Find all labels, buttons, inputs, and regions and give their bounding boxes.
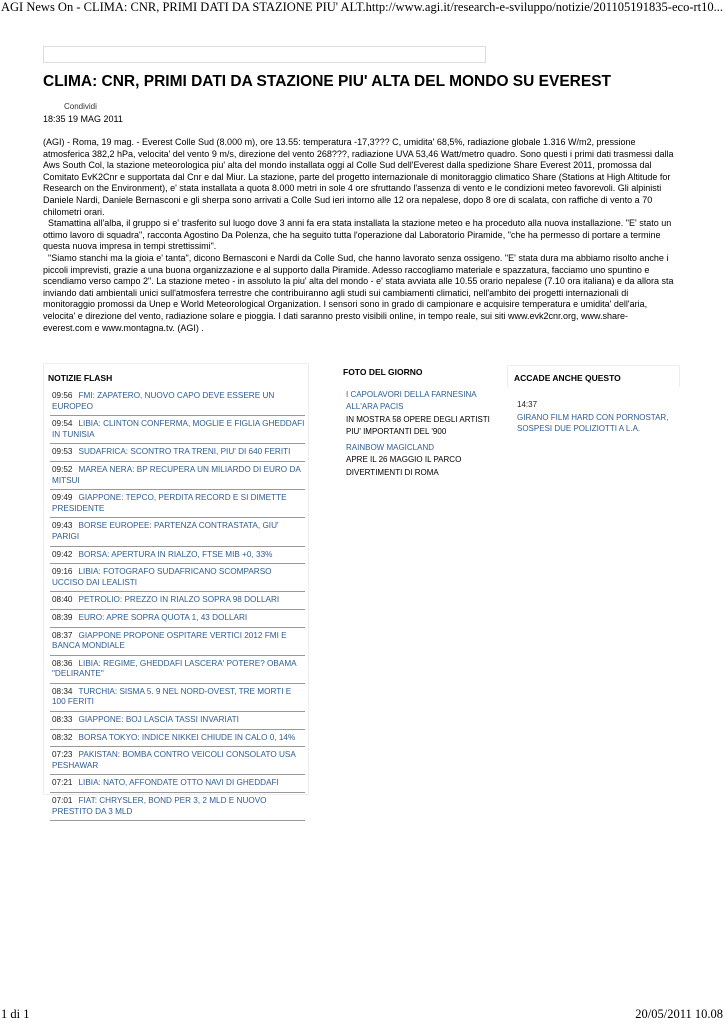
flash-news-link[interactable]: LIBIA: FOTOGRAFO SUDAFRICANO SCOMPARSO UCCISO DAI LEALISTI [52, 567, 272, 587]
notizie-flash-panel [43, 363, 309, 816]
flash-news-time: 08:36 [52, 658, 73, 668]
article-paragraph: (AGI) - Roma, 19 mag. - Everest Colle Sud (8.000 m), ore 13.55: temperatura -17,3??? C, umidita' 68,5%, radiazione globale 1.316 W/m2, pressione atmosferica 382,2 hPa, velocita' del vento 9 m/s, direzione del vento 268???, radiazione UVA 53,46 Watt/metro quadro. Sono questi i primi dati trasmessi dalla Aws South Col, la stazione meteorologica piu' alta del mondo installata oggi al Colle Sud dell'Everest dalla spedizione Share Everest 2011, promossa dal Comitato EvK2Cnr e supportata dal Cnr e dal Miur. La stazione, parte del progetto internazionale di monitoraggio climatico Share (Stations at High Altitude for Research on the Environment), e' stata installata a quota 8.000 metri in sole 4 ore sfruttando l'assenza di vento e le condizioni meteo favorevoli. Gli alpinisti Daniele Nardi, Daniele Bernasconi e gli sherpa sono arrivati a Colle Sud ieri intorno alle 12 ora nepalese, dopo 8 ore di scalata, con raffiche di vento a 70 chilometri orari. [43, 137, 674, 217]
accade-link[interactable]: GIRANO FILM HARD CON PORNOSTAR, SOSPESI DUE POLIZIOTTI A L.A. [517, 413, 669, 433]
accade-time: 14:37 [517, 400, 538, 409]
flash-news-link[interactable]: BORSA: APERTURA IN RIALZO, FTSE MIB +0, 33% [78, 549, 273, 559]
flash-news-item[interactable] [50, 416, 305, 444]
flash-news-time: 09:54 [52, 419, 73, 429]
flash-news-link[interactable]: GIAPPONE: BOJ LASCIA TASSI INVARIATI [78, 715, 239, 725]
article-paragraph: Stamattina all'alba, il gruppo si e' trasferito sul luogo dove 3 anni fa era stata installata la stazione meteo e ha proceduto alla nuova installazione. "E' stato un ottimo lavoro di squadra", racconta Agostino Da Polenza, che ha seguito tutta l'operazione dal Laboratorio Piramide, "che ha permesso di portare a termine questa nuova impresa in tempi strettissimi". [43, 218, 674, 252]
top-banner-placeholder [43, 46, 486, 63]
flash-news-item[interactable] [50, 518, 305, 546]
flash-news-time: 09:43 [52, 521, 73, 531]
flash-news-item[interactable] [50, 592, 305, 610]
flash-news-link[interactable]: PETROLIO: PREZZO IN RIALZO SOPRA 98 DOLLARI [78, 595, 280, 605]
flash-news-link[interactable]: EURO: APRE SOPRA QUOTA 1, 43 DOLLARI [78, 612, 248, 622]
flash-news-time: 09:52 [52, 464, 73, 474]
flash-news-item[interactable] [50, 564, 305, 592]
notizie-flash-list [50, 388, 305, 821]
flash-news-time: 08:40 [52, 595, 73, 605]
foto-del-giorno-list [346, 389, 506, 479]
flash-news-item[interactable] [50, 747, 305, 775]
article-body [43, 137, 675, 334]
flash-news-link[interactable]: BORSA TOKYO: INDICE NIKKEI CHIUDE IN CALO 0, 14% [78, 732, 296, 742]
flash-news-time: 07:01 [52, 796, 73, 806]
flash-news-time: 08:39 [52, 612, 73, 622]
flash-news-link[interactable]: FIAT: CHRYSLER, BOND PER 3, 2 MLD E NUOVO PRESTITO DA 3 MLD [52, 796, 267, 816]
print-header [0, 0, 724, 16]
flash-news-time: 09:56 [52, 391, 73, 400]
flash-news-time: 09:42 [52, 549, 73, 559]
flash-news-item[interactable] [50, 462, 305, 490]
flash-news-item[interactable] [50, 388, 305, 416]
accade-anche-content [517, 399, 687, 434]
flash-news-link[interactable]: FMI: ZAPATERO, NUOVO CAPO DEVE ESSERE UN EUROPEO [52, 391, 275, 411]
print-page-number: 1 di 1 [1, 1007, 30, 1021]
flash-news-time: 08:33 [52, 715, 73, 725]
flash-news-item[interactable] [50, 712, 305, 730]
flash-news-link[interactable]: PAKISTAN: BOMBA CONTRO VEICOLI CONSOLATO USA PESHAWAR [52, 750, 296, 770]
article-paragraph: "Siamo stanchi ma la gioia e' tanta", dicono Bernasconi e Nardi da Colle Sud, che hanno lavorato senza ossigeno. "E' stata dura ma abbiamo risolto anche i piccoli imprevisti, grazie a una buona organizzazione e al supporto dalla Piramide. Adesso raccogliamo materiale e spazzatura, facciamo uno spuntino e scendiamo verso campo 2". La stazione meteo - in assoluto la piu' alta del mondo - e' stata avviata alle 10.55 orario nepalese (7.10 ora italiana) e da allora sta inviando dati ambientali unici sull'atmosfera terrestre che contribuiranno agli studi sui cambiamenti climatici, nell'ambito dei progetti internazionali di monitoraggio promossi da Unep e World Meteorological Organization. I sensori sono in grado di campionare e acquisire temperatura e umidita' dell'aria, velocita' e direzione del vento, radiazione solare e pioggia. I dati saranno presto visibili online, in tempo reale, sui siti www.evk2cnr.org, www.share-everest.com e www.montagna.tv. (AGI) . [43, 252, 677, 333]
print-page-url: http://www.agi.it/research-e-sviluppo/notizie/201105191835-eco-rt10... [365, 0, 723, 14]
foto-del-giorno-title: FOTO DEL GIORNO [343, 367, 423, 377]
foto-link[interactable]: RAINBOW MAGICLAND [346, 443, 435, 453]
flash-news-link[interactable]: BORSE EUROPEE: PARTENZA CONTRASTATA, GIU' PARIGI [52, 521, 279, 541]
foto-description: IN MOSTRA 58 OPERE DEGLI ARTISTI PIU' IMPORTANTI DEL '900 [346, 414, 490, 436]
flash-news-time: 09:16 [52, 567, 73, 577]
foto-description: APRE IL 26 MAGGIO IL PARCO DIVERTIMENTI DI ROMA [346, 455, 462, 477]
flash-news-item[interactable] [50, 775, 305, 793]
flash-news-link[interactable]: LIBIA: NATO, AFFONDATE OTTO NAVI DI GHEDDAFI [78, 778, 279, 788]
flash-news-item[interactable] [50, 730, 305, 748]
flash-news-item[interactable] [50, 610, 305, 628]
flash-news-link[interactable]: LIBIA: CLINTON CONFERMA, MOGLIE E FIGLIA GHEDDAFI IN TUNISIA [52, 419, 305, 439]
flash-news-link[interactable]: TURCHIA: SISMA 5. 9 NEL NORD-OVEST, TRE MORTI E 100 FERITI [52, 686, 292, 707]
foto-link[interactable]: I CAPOLAVORI DELLA FARNESINA ALL'ARA PACIS [346, 390, 477, 412]
accade-anche-title: ACCADE ANCHE QUESTO [514, 373, 621, 383]
flash-news-item[interactable] [50, 444, 305, 462]
flash-news-time: 07:21 [52, 778, 73, 788]
flash-news-time: 08:34 [52, 686, 73, 696]
flash-news-item[interactable] [50, 793, 305, 821]
flash-news-time: 09:53 [52, 447, 73, 457]
flash-news-item[interactable] [50, 628, 305, 656]
print-datetime: 20/05/2011 10.08 [635, 1007, 723, 1021]
article-timestamp: 18:35 19 MAG 2011 [43, 114, 123, 124]
flash-news-link[interactable]: GIAPPONE PROPONE OSPITARE VERTICI 2012 FMI E BANCA MONDIALE [52, 630, 287, 651]
print-page-title: AGI News On - CLIMA: CNR, PRIMI DATI DA STAZIONE PIU' ALT... [1, 0, 373, 14]
flash-news-link[interactable]: MAREA NERA: BP RECUPERA UN MILIARDO DI EURO DA MITSUI [52, 464, 301, 485]
flash-news-time: 07:23 [52, 750, 73, 760]
article-headline: CLIMA: CNR, PRIMI DATI DA STAZIONE PIU' ALTA DEL MONDO SU EVEREST [43, 73, 611, 90]
flash-news-link[interactable]: LIBIA: REGIME, GHEDDAFI LASCERA' POTERE? OBAMA "DELIRANTE" [52, 658, 297, 679]
flash-news-item[interactable] [50, 656, 305, 684]
flash-news-link[interactable]: SUDAFRICA: SCONTRO TRA TRENI, PIU' DI 640 FERITI [78, 447, 291, 457]
flash-news-item[interactable] [50, 684, 305, 712]
accade-anche-panel [507, 365, 680, 387]
flash-news-time: 08:32 [52, 732, 73, 742]
flash-news-time: 09:49 [52, 493, 73, 503]
notizie-flash-title: NOTIZIE FLASH [48, 373, 113, 383]
flash-news-item[interactable] [50, 547, 305, 565]
flash-news-item[interactable] [50, 490, 305, 518]
share-link[interactable]: Condividi [64, 102, 97, 111]
flash-news-time: 08:37 [52, 630, 73, 640]
print-footer [0, 1006, 724, 1024]
flash-news-link[interactable]: GIAPPONE: TEPCO, PERDITA RECORD E SI DIMETTE PRESIDENTE [52, 493, 287, 513]
